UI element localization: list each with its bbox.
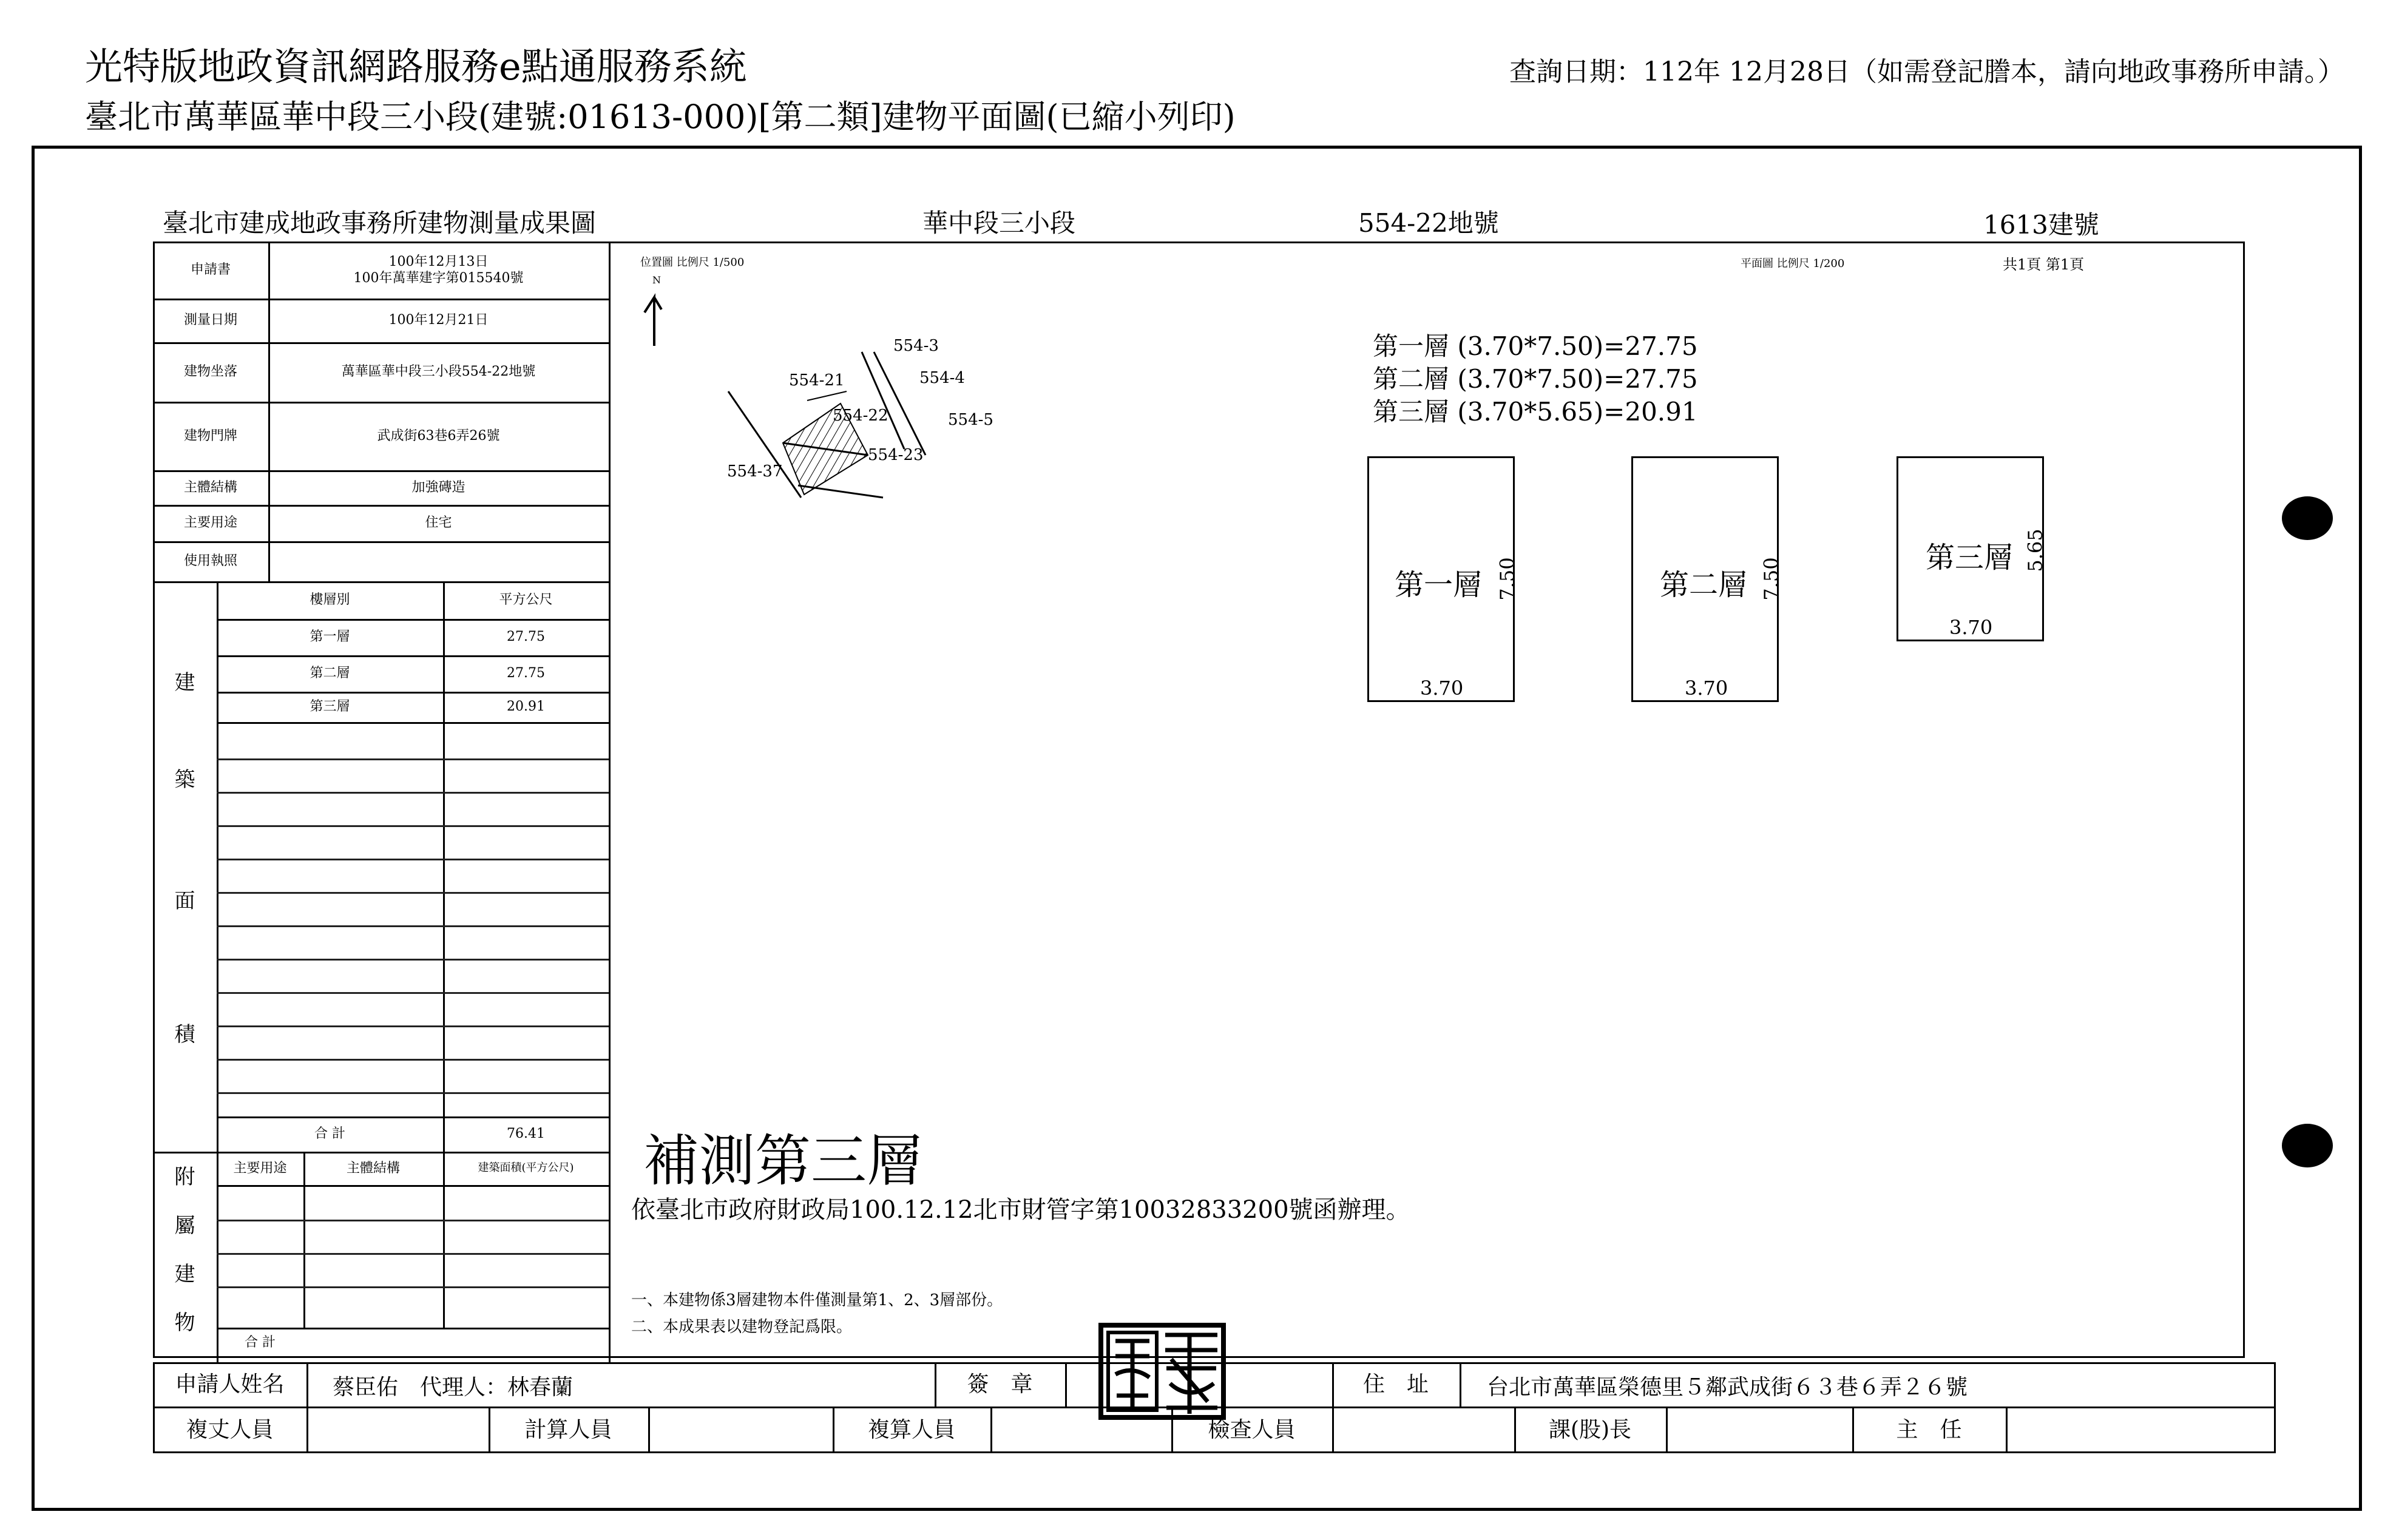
remark-1: 一、本建物係3層建物本件僅測量第1、2、3層部份。	[631, 1291, 1003, 1309]
annex-col-area: 建築面積(平方公尺)	[478, 1161, 574, 1175]
parcel-554-3: 554-3	[893, 337, 939, 355]
value-building-location: 萬華區華中段三小段554-22地號	[341, 364, 536, 380]
label-use-license: 使用執照	[183, 553, 237, 569]
document-subtitle: 臺北市萬華區華中段三小段(建號:01613-000)[第二類]建物平面圖(已縮小列印)	[85, 98, 1236, 136]
address-value: 台北市萬華區榮德里５鄰武成街６３巷６弄２６號	[1487, 1375, 1968, 1400]
parcel-554-21: 554-21	[789, 371, 845, 390]
seal-label: 簽 章	[967, 1372, 1033, 1397]
applicant-value: 蔡臣佑 代理人：林春蘭	[333, 1375, 574, 1400]
value-door-number: 武成街63巷6弄26號	[377, 428, 500, 444]
query-date: 查詢日期：112年 12月28日（如需登記謄本，請向地政事務所申請。）	[1509, 56, 2344, 87]
office-title: 臺北市建成地政事務所建物測量成果圖	[163, 208, 597, 238]
area-row-value-3: 20.91	[507, 699, 545, 715]
area-row-value-1: 27.75	[507, 629, 545, 645]
floor-plan-3-depth: 5.65	[2023, 529, 2047, 572]
parcel-554-37: 554-37	[727, 462, 783, 481]
floor-plan-2-label: 第二層	[1660, 568, 1748, 602]
side-label-annex-1: 附	[174, 1164, 195, 1189]
value-structure: 加強磚造	[411, 479, 465, 495]
floor-plan-1-depth: 7.50	[1495, 557, 1519, 601]
side-label-building-4: 積	[174, 1022, 195, 1047]
label-main-use: 主要用途	[183, 515, 237, 531]
location-map-scale: 位置圖 比例尺 1/500	[640, 256, 745, 269]
north-mark-label: N	[652, 274, 661, 286]
label-structure: 主體結構	[183, 479, 237, 495]
land-number: 554-22地號	[1358, 208, 1499, 238]
label-building-location: 建物坐落	[183, 364, 237, 380]
location-map-sketch	[716, 334, 983, 522]
north-arrow-icon	[631, 285, 680, 352]
section-chief-label: 課(股)長	[1548, 1417, 1632, 1442]
side-label-building-3: 面	[174, 888, 195, 913]
parcel-554-23: 554-23	[868, 446, 924, 464]
calculator-label: 計算人員	[524, 1417, 612, 1442]
floor-plan-2-depth: 7.50	[1759, 557, 1783, 601]
binding-hole-top	[2282, 496, 2333, 540]
page-info: 共1頁 第1頁	[2003, 256, 2085, 273]
label-survey-date: 測量日期	[183, 312, 237, 328]
floor-plan-scale: 平面圖 比例尺 1/200	[1741, 257, 1845, 270]
value-main-use: 住宅	[425, 515, 452, 531]
checker-label: 檢查人員	[1208, 1417, 1296, 1442]
annex-col-use: 主要用途	[233, 1160, 287, 1176]
value-use-license	[268, 541, 609, 581]
floor-plan-2-width: 3.70	[1685, 677, 1728, 700]
official-seal-stamp	[1098, 1323, 1226, 1420]
value-survey-date: 100年12月21日	[388, 312, 489, 328]
supplementary-survey-note: 補測第三層	[643, 1129, 923, 1194]
area-row-floor-3: 第三層	[310, 699, 350, 715]
side-label-building-1: 建	[174, 670, 195, 695]
building-number: 1613建號	[1983, 210, 2099, 240]
label-door-number: 建物門牌	[183, 428, 237, 444]
formula-floor-2: 第二層 (3.70*7.50)=27.75	[1373, 364, 1698, 394]
director-label: 主 任	[1896, 1417, 1962, 1442]
area-row-floor-1: 第一層	[310, 629, 350, 645]
parcel-554-22: 554-22	[833, 407, 888, 425]
applicant-label: 申請人姓名	[175, 1372, 285, 1397]
annex-total-label: 合 計	[245, 1335, 276, 1351]
annex-col-structure: 主體結構	[346, 1160, 400, 1176]
floor-plan-3-width: 3.70	[1949, 616, 1993, 639]
floor-plan-3-label: 第三層	[1926, 541, 2014, 575]
section-name: 華中段三小段	[922, 208, 1076, 238]
formula-floor-1: 第一層 (3.70*7.50)=27.75	[1373, 331, 1698, 361]
area-total-label: 合 計	[314, 1126, 345, 1142]
binding-hole-bottom	[2282, 1124, 2333, 1167]
remark-2: 二、本成果表以建物登記爲限。	[631, 1318, 853, 1336]
system-title: 光特版地政資訊網路服務e點通服務系統	[85, 44, 747, 89]
side-label-annex-2: 屬	[174, 1213, 195, 1238]
recalculator-label: 複算人員	[867, 1417, 955, 1442]
label-application: 申請書	[190, 262, 231, 278]
col-header-area: 平方公尺	[499, 592, 553, 608]
area-row-floor-2: 第二層	[310, 666, 350, 681]
col-header-floor: 樓層別	[310, 592, 350, 608]
value-application: 100年12月13日 100年萬華建字第015540號	[353, 254, 524, 286]
parcel-554-4: 554-4	[919, 369, 965, 387]
basis-note: 依臺北市政府財政局100.12.12北市財管字第10032833200號函辦理。	[631, 1196, 1410, 1224]
floor-plan-1-width: 3.70	[1420, 677, 1464, 700]
formula-floor-3: 第三層 (3.70*5.65)=20.91	[1373, 397, 1698, 427]
surveyor-label: 複丈人員	[186, 1417, 274, 1442]
parcel-554-5: 554-5	[948, 411, 993, 429]
floor-plan-1-label: 第一層	[1395, 568, 1483, 602]
area-row-value-2: 27.75	[507, 666, 545, 681]
address-label: 住 址	[1362, 1372, 1429, 1397]
side-label-annex-3: 建	[174, 1261, 195, 1286]
side-label-building-2: 築	[174, 767, 195, 792]
side-label-annex-4: 物	[174, 1310, 195, 1335]
area-total-value: 76.41	[507, 1126, 545, 1142]
